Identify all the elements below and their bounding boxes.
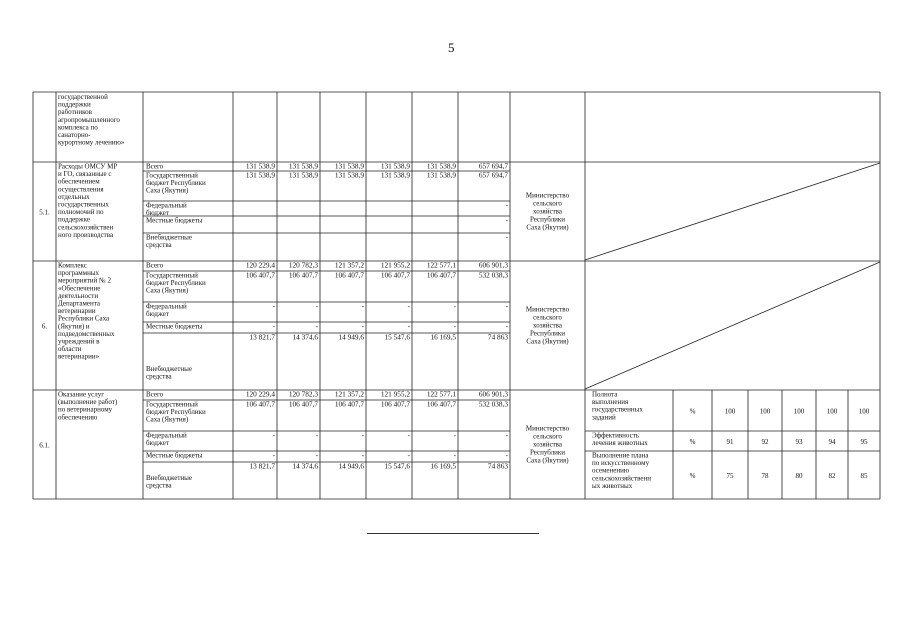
row-6-value: 532 038,3 xyxy=(478,270,508,280)
row-6-name: Департамента xyxy=(58,299,101,308)
indicator-name: ых животных xyxy=(592,481,633,490)
row-6-1-value: 106 407,7 xyxy=(245,399,275,409)
top-row-text: поддержки xyxy=(58,100,91,109)
row-6-value: 74 863 xyxy=(487,332,508,342)
row-5-1-name: осуществления xyxy=(58,185,104,194)
indicator-name: заданий xyxy=(592,413,616,422)
row-5-1-source-label: Государственный xyxy=(146,171,198,180)
row-6-value: 120 229,4 xyxy=(245,260,275,270)
row-6-1-value: - xyxy=(407,450,410,460)
row-6-1-name: обеспечению xyxy=(58,413,98,422)
indicator-name: выполнения xyxy=(592,398,629,407)
indicator-unit: % xyxy=(689,438,696,446)
row-6-1-source-label: Всего xyxy=(146,390,164,399)
indicator-value: 93 xyxy=(795,438,803,446)
row-6-1-value: 122 577,1 xyxy=(426,389,456,399)
diagonal-strike xyxy=(585,262,880,389)
row-5-1-source-label: Внебюджетные xyxy=(146,233,192,242)
row-6-value: 106 407,7 xyxy=(380,270,410,280)
row-5-1-name: ного производства xyxy=(58,230,114,239)
row-6-name: «Обеспечение xyxy=(58,284,101,293)
row-5-1-source-label: Федеральный xyxy=(146,201,187,210)
bottom-rule xyxy=(367,533,539,534)
row-6-name: области xyxy=(58,345,82,354)
row-6-1-value: - xyxy=(453,450,456,460)
indicator-value: 85 xyxy=(860,472,868,480)
row-6-value: - xyxy=(315,301,318,311)
indicator-value: 100 xyxy=(724,407,736,416)
row-6-name: Республики Саха xyxy=(58,314,110,323)
row-6-1-value: 14 374,6 xyxy=(292,461,318,471)
row-6-value: - xyxy=(505,301,508,311)
row-6-value: 121 357,2 xyxy=(334,260,364,270)
page-number: 5 xyxy=(448,40,455,55)
row-5-1-name: государственных xyxy=(58,200,109,209)
row-6-source-label: бюджет Республики xyxy=(146,279,206,288)
diagonal-strike xyxy=(585,163,880,260)
row-5-1-value: - xyxy=(505,232,508,242)
row-6-1-executor: Республики xyxy=(529,448,566,457)
indicator-value: 100 xyxy=(793,407,805,416)
row-6-1-executor: хозяйства xyxy=(533,440,562,449)
row-6-value: 14 374,6 xyxy=(292,332,318,342)
row-6-1-value: - xyxy=(505,450,508,460)
row-6-value: - xyxy=(453,321,456,331)
row-6-1-value: 120 229,4 xyxy=(245,389,275,399)
row-6-1-number: 6.1. xyxy=(39,441,50,450)
row-6-1-value: 106 407,7 xyxy=(380,399,410,409)
row-6-value: - xyxy=(361,321,364,331)
row-5-1-name: и ГО, связанные с xyxy=(58,170,112,179)
row-5-1-source-label: Саха (Якутия) xyxy=(146,186,189,195)
top-row-text: агропромышленного xyxy=(58,115,120,124)
row-5-1-name: поддержке xyxy=(58,215,90,224)
row-5-1-value: 131 538,9 xyxy=(334,161,364,171)
row-6-name: Комплекс xyxy=(58,261,87,270)
indicator-name: лечения животных xyxy=(592,439,648,448)
row-5-1-value: 131 538,9 xyxy=(380,161,410,171)
row-6-1-value: 106 407,7 xyxy=(426,399,456,409)
indicator-value: 100 xyxy=(826,407,838,416)
row-5-1-value: 657 694,7 xyxy=(478,170,508,180)
row-6-value: - xyxy=(272,301,275,311)
row-6-1-value: 121 357,2 xyxy=(334,389,364,399)
row-6-1-source-label: Внебюджетные xyxy=(146,474,192,482)
row-6-name: деятельности xyxy=(58,291,99,300)
row-5-1-name: полномочий по xyxy=(58,208,104,217)
row-5-1-executor: сельского xyxy=(533,199,562,208)
row-5-1-value: 131 538,9 xyxy=(245,170,275,180)
indicator-value: 95 xyxy=(860,438,868,446)
row-5-1-source-label: бюджет xyxy=(146,209,169,218)
row-6-1-source-label: средства xyxy=(146,481,172,490)
row-6-1-value: 14 949,6 xyxy=(338,461,364,471)
row-6-number: 6. xyxy=(41,322,48,331)
row-6-value: - xyxy=(407,301,410,311)
row-6-1-value: 606 901,3 xyxy=(478,389,508,399)
row-6-executor: сельского xyxy=(533,313,562,322)
row-6-source-label: средства xyxy=(146,372,172,381)
row-5-1-value: 131 538,9 xyxy=(334,170,364,180)
indicator-unit: % xyxy=(689,472,696,480)
indicator-value: 82 xyxy=(828,472,836,480)
row-6-name: ветеринарии» xyxy=(58,352,100,361)
row-6-name: ветеринарии xyxy=(58,307,96,316)
row-5-1-value: 131 538,9 xyxy=(380,170,410,180)
row-6-value: 120 782,3 xyxy=(288,260,318,270)
indicator-name: государственных xyxy=(592,405,643,414)
row-5-1-number: 5.1. xyxy=(39,208,50,217)
row-6-1-source-label: Федеральный xyxy=(146,431,187,440)
row-5-1-value: 131 538,9 xyxy=(426,170,456,180)
row-6-1-name: (выполнение работ) xyxy=(58,398,118,407)
row-6-executor: Министерство xyxy=(525,305,570,314)
row-6-1-executor: Саха (Якутия) xyxy=(526,456,569,465)
row-6-1-value: - xyxy=(361,430,364,440)
row-5-1-executor: Министерство xyxy=(525,191,570,200)
row-5-1-name: Расходы ОМСУ МР xyxy=(58,162,118,171)
row-6-name: (Якутия) и xyxy=(58,322,90,331)
row-6-value: 606 901,3 xyxy=(478,260,508,270)
row-5-1-name: обеспечением xyxy=(58,177,100,186)
row-5-1-value: - xyxy=(505,215,508,225)
top-row-text: работников xyxy=(58,108,92,117)
row-6-value: 106 407,7 xyxy=(426,270,456,280)
row-6-1-value: - xyxy=(315,430,318,440)
top-row-text: санаторно- xyxy=(58,131,91,139)
row-6-value: - xyxy=(272,321,275,331)
indicator-name: Выполнение плана xyxy=(592,451,649,460)
row-6-source-label: Внебюджетные xyxy=(146,365,192,373)
row-6-source-label: Федеральный xyxy=(146,302,187,311)
row-6-1-value: 532 038,3 xyxy=(478,399,508,409)
row-6-value: 106 407,7 xyxy=(245,270,275,280)
row-5-1-source-label: Всего xyxy=(146,162,164,171)
row-5-1-value: 131 538,9 xyxy=(288,170,318,180)
row-6-1-value: - xyxy=(315,450,318,460)
row-6-1-source-label: Саха (Якутия) xyxy=(146,415,189,424)
indicator-unit: % xyxy=(689,407,696,416)
indicator-name: осеменению xyxy=(592,466,630,475)
row-5-1-source-label: бюджет Республики xyxy=(146,179,206,188)
indicator-value: 100 xyxy=(759,407,771,416)
row-6-source-label: Саха (Якутия) xyxy=(146,286,189,295)
row-6-1-name: Оказание услуг xyxy=(58,390,105,399)
row-5-1-executor: хозяйства xyxy=(533,207,562,216)
row-6-value: - xyxy=(361,301,364,311)
row-6-value: - xyxy=(407,321,410,331)
top-row-text: курортному лечению» xyxy=(58,138,125,147)
row-6-source-label: Государственный xyxy=(146,271,198,280)
row-5-1-value: 657 694,7 xyxy=(478,161,508,171)
indicator-value: 92 xyxy=(761,438,769,446)
row-6-value: 13 821,7 xyxy=(249,332,275,342)
row-6-value: - xyxy=(505,321,508,331)
row-6-1-value: 16 169,5 xyxy=(430,461,456,471)
row-6-1-executor: Министерство xyxy=(525,424,570,433)
indicator-value: 78 xyxy=(761,472,769,480)
row-6-1-value: 15 547,6 xyxy=(384,461,410,471)
row-6-executor: Саха (Якутия) xyxy=(526,337,569,346)
row-6-1-name: по ветеринарному xyxy=(58,405,113,414)
row-5-1-value: 131 538,9 xyxy=(245,161,275,171)
row-6-name: мероприятий № 2 xyxy=(58,276,111,285)
row-6-executor: хозяйства xyxy=(533,321,562,330)
row-6-name: программных xyxy=(58,269,100,278)
row-5-1-value: 131 538,9 xyxy=(426,161,456,171)
row-6-1-value: - xyxy=(407,430,410,440)
row-6-name: учреждений в xyxy=(58,337,100,346)
row-5-1-value: 131 538,9 xyxy=(288,161,318,171)
indicator-value: 75 xyxy=(726,472,734,480)
row-6-source-label: бюджет xyxy=(146,310,169,319)
row-6-value: 15 547,6 xyxy=(384,332,410,342)
indicator-value: 91 xyxy=(726,438,734,446)
row-6-1-value: - xyxy=(272,450,275,460)
row-6-1-source-label: бюджет xyxy=(146,439,169,448)
row-6-1-value: - xyxy=(505,430,508,440)
row-6-1-source-label: Государственный xyxy=(146,400,198,409)
row-6-1-value: - xyxy=(361,450,364,460)
row-6-source-label: Всего xyxy=(146,261,164,270)
row-5-1-source-label: Местные бюджеты xyxy=(146,216,203,225)
row-6-value: 14 949,6 xyxy=(338,332,364,342)
indicator-name: по искусственному xyxy=(592,459,650,468)
row-6-value: 122 577,1 xyxy=(426,260,456,270)
row-5-1-executor: Республики xyxy=(529,215,566,224)
row-6-value: 121 955,2 xyxy=(380,260,410,270)
top-row-text: государственной xyxy=(58,93,108,101)
row-6-1-source-label: Местные бюджеты xyxy=(146,451,203,460)
row-6-1-executor: сельского xyxy=(533,432,562,441)
indicator-name: сельскохозяйственн xyxy=(592,474,651,483)
indicator-value: 100 xyxy=(858,407,870,416)
row-6-value: - xyxy=(453,301,456,311)
row-6-value: 106 407,7 xyxy=(334,270,364,280)
row-6-name: подведомственных xyxy=(58,329,115,338)
row-6-1-value: 106 407,7 xyxy=(334,399,364,409)
row-6-value: - xyxy=(315,321,318,331)
top-row-text: комплекса по xyxy=(58,123,98,132)
row-5-1-value: - xyxy=(505,200,508,210)
indicator-value: 94 xyxy=(828,438,836,446)
row-5-1-name: отдельных xyxy=(58,192,90,201)
indicator-name: Полнота xyxy=(592,390,618,399)
row-6-1-value: - xyxy=(272,430,275,440)
indicator-name: Эффективность xyxy=(592,431,639,440)
row-5-1-source-label: средства xyxy=(146,241,172,250)
row-5-1-name: сельскохозяйствен xyxy=(58,223,114,232)
row-6-source-label: Местные бюджеты xyxy=(146,322,203,331)
row-6-1-value: 106 407,7 xyxy=(288,399,318,409)
row-6-1-value: 13 821,7 xyxy=(249,461,275,471)
row-6-1-value: 121 955,2 xyxy=(380,389,410,399)
row-6-1-value: 74 863 xyxy=(487,461,508,471)
row-6-1-source-label: бюджет Республики xyxy=(146,408,206,417)
indicator-value: 80 xyxy=(795,472,803,480)
row-6-1-value: - xyxy=(453,430,456,440)
row-5-1-executor: Саха (Якутия) xyxy=(526,223,569,232)
row-6-value: 16 169,5 xyxy=(430,332,456,342)
row-6-value: 106 407,7 xyxy=(288,270,318,280)
row-6-1-value: 120 782,3 xyxy=(288,389,318,399)
row-6-executor: Республики xyxy=(529,329,566,338)
